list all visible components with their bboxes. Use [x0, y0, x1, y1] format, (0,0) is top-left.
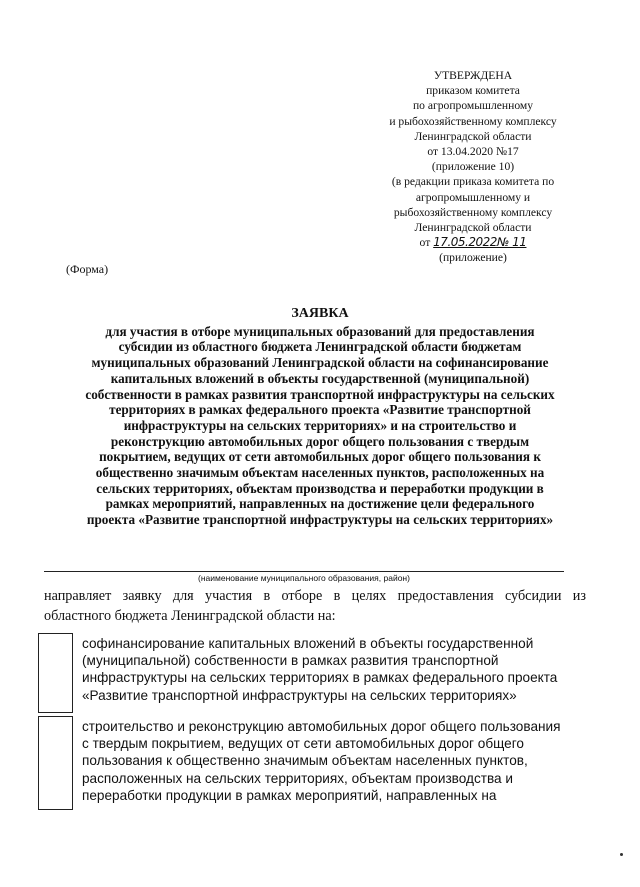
paragraph-line: областного бюджета Ленинградской области на:	[44, 608, 336, 624]
title-line: капитальных вложений в объекты государственной (муниципальной)	[110, 370, 530, 386]
title-line: реконструкцию автомобильных дорог общего пользования с твердым	[110, 433, 530, 449]
approval-stamp	[368, 68, 578, 266]
title-line: для участия в отборе муниципальных образований для предоставления	[105, 323, 535, 339]
field-caption: (наименование муниципального образования, район)	[198, 573, 410, 583]
option-line: (муниципальной) собственности в рамках развития транспортной	[82, 653, 499, 669]
approval-date-line	[368, 235, 578, 250]
title-line: собственности в рамках развития транспортной инфраструктуры на сельских	[85, 386, 555, 402]
approval-line: (приложение 10)	[431, 160, 515, 174]
scan-speck	[620, 853, 623, 856]
approval-line: УТВЕРЖДЕНА	[433, 69, 513, 82]
title-line: инфраструктуры на сельских территориях» и на строительство и	[123, 417, 517, 433]
option-line: переработки продукции в рамках мероприятий, направленных на	[82, 787, 497, 803]
approval-line: по агропромышленному	[412, 99, 534, 113]
option-line: «Развитие транспортной инфраструктуры на сельских территориях»	[82, 687, 517, 703]
form-label: (Форма)	[66, 262, 109, 276]
approval-line: от 13.04.2020 №17	[427, 145, 519, 159]
document-title	[40, 306, 600, 528]
option-text	[82, 635, 572, 704]
title-line: проекта «Развитие транспортной инфраструктуры на сельских территориях»	[86, 512, 554, 528]
approval-line: рыбохозяйственному комплексу	[393, 205, 553, 219]
fill-in-line[interactable]	[44, 571, 564, 572]
option-checkbox[interactable]	[38, 633, 73, 713]
approval-date-prefix: от	[419, 236, 431, 250]
option-line: с твердым покрытием, ведущих от сети автомобильных дорог общего	[82, 736, 524, 752]
title-line: сельских территориях, объектам производства и переработки продукции в	[96, 480, 544, 496]
option-line: инфраструктуры на сельских территориях в рамках федерального проекта	[82, 670, 558, 686]
option-line: строительство и реконструкцию автомобильных дорог общего пользования	[82, 719, 561, 734]
approval-line: приказом комитета	[426, 84, 520, 98]
approval-line: (приложение)	[439, 251, 507, 265]
approval-line: и рыбохозяйственному комплексу	[389, 114, 557, 128]
title-line: рамках мероприятий, направленных на достижение цели федерального	[105, 496, 535, 512]
option-checkbox[interactable]	[38, 716, 73, 810]
intro-paragraph	[44, 586, 586, 626]
title-line: субсидии из областного бюджета Ленинградской области бюджетам	[118, 339, 522, 355]
title-line: муниципальных образований Ленинградской области на софинансирование	[91, 355, 549, 371]
approval-line: Ленинградской области	[414, 129, 532, 143]
title-main: ЗАЯВКА	[291, 306, 349, 321]
approval-line: агропромышленному и	[415, 190, 531, 204]
handwritten-date: 17.05.2022№ 11	[433, 235, 527, 250]
option-line: софинансирование капитальных вложений в объекты государственной	[82, 636, 534, 651]
option-line: расположенных на сельских территориях, объектам производства и	[82, 770, 513, 786]
approval-line: Ленинградской области	[414, 221, 532, 235]
title-line: покрытием, ведущих от сети автомобильных дорог общего пользования к	[99, 449, 541, 465]
title-line: территориях в рамках федерального проекта «Развитие транспортной	[109, 402, 531, 418]
option-line: пользования к общественно значимым объектам населенных пунктов,	[82, 753, 528, 769]
title-line: общественно значимым объектам населенных пунктов, расположенных на	[95, 465, 545, 481]
option-text	[82, 718, 572, 804]
paragraph-line: направляет заявку для участия в отборе в целях предоставления субсидии из	[44, 588, 586, 604]
approval-line: (в редакции приказа комитета по	[391, 175, 555, 189]
